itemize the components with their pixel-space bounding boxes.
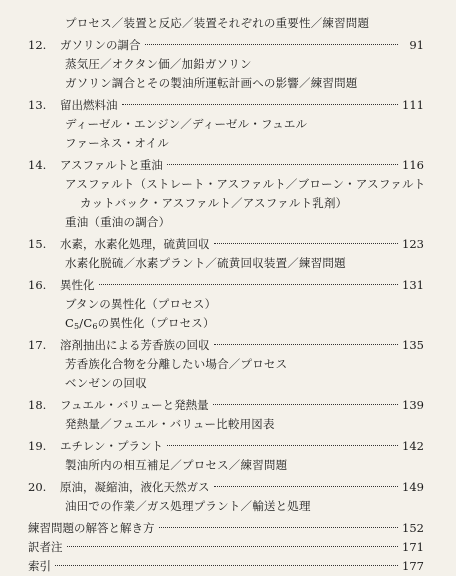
chapter-title: 溶剤抽出による芳香族の回収 — [60, 338, 210, 352]
leader-dots — [213, 404, 398, 405]
toc-chapter-12 — [28, 36, 424, 55]
toc-subentry: 油田での作業／ガス処理プラント／輸送と処理 — [65, 499, 311, 513]
toc-continuation: プロセス／装置と反応／装置それぞれの重要性／練習問題 — [65, 16, 370, 30]
toc-backmatter-index — [28, 557, 424, 576]
toc-subentry: C5/C6の異性化（プロセス） — [65, 316, 215, 331]
toc-subentry: 重油（重油の調合） — [65, 215, 171, 229]
leader-dots — [67, 546, 399, 547]
toc-backmatter-answers — [28, 519, 424, 538]
toc-subentry: 製油所内の相互補足／プロセス／練習問題 — [65, 458, 288, 472]
leader-dots — [214, 344, 399, 345]
leader-dots — [122, 104, 399, 105]
chapter-number: 18. — [28, 398, 47, 412]
leader-dots — [159, 527, 399, 528]
chapter-title: 水素，水素化処理，硫黄回収 — [60, 237, 210, 251]
toc-chapter-14 — [28, 156, 424, 175]
toc-chapter-13 — [28, 96, 424, 115]
table-of-contents — [28, 14, 424, 576]
page-number: 135 — [402, 338, 424, 352]
toc-backmatter-notes — [28, 538, 424, 557]
chapter-number: 13. — [28, 98, 47, 112]
leader-dots — [167, 445, 398, 446]
chapter-title: ガソリンの調合 — [60, 38, 141, 52]
page-number: 139 — [402, 398, 424, 412]
leader-dots — [214, 243, 399, 244]
leader-dots — [99, 284, 399, 285]
chapter-number: 20. — [28, 480, 47, 494]
toc-chapter-16 — [28, 276, 424, 295]
toc-subentry: ディーゼル・エンジン／ディーゼル・フュエル — [65, 117, 308, 131]
toc-subentry: 水素化脱硫／水素プラント／硫黄回収装置／練習問題 — [65, 256, 346, 270]
toc-subentry: 蒸気圧／オクタン価／加鉛ガソリン — [65, 57, 252, 71]
chapter-number: 15. — [28, 237, 47, 251]
page-number: 111 — [402, 98, 424, 112]
leader-dots — [214, 486, 399, 487]
leader-dots — [167, 164, 398, 165]
leader-dots — [145, 44, 399, 45]
toc-chapter-17 — [28, 336, 424, 355]
chapter-number: 12. — [28, 38, 47, 52]
page-number: 142 — [402, 439, 424, 453]
toc-subentry: 発熱量／フュエル・バリュー比較用図表 — [65, 417, 275, 431]
chapter-number: 14. — [28, 158, 47, 172]
page-number: 171 — [402, 540, 424, 554]
chapter-title: アスファルトと重油 — [60, 158, 163, 172]
chapter-title: 留出燃料油 — [60, 98, 118, 112]
page-number: 91 — [409, 38, 424, 52]
toc-subentry: ベンゼンの回収 — [65, 376, 147, 390]
page-number: 152 — [402, 521, 424, 535]
toc-chapter-19 — [28, 437, 424, 456]
backmatter-title: 訳者注 — [28, 540, 63, 554]
page-number: 116 — [402, 158, 424, 172]
backmatter-title: 練習問題の解答と解き方 — [28, 521, 155, 535]
backmatter-title: 索引 — [28, 559, 51, 573]
toc-subentry: ガソリン調合とその製油所運転計画への影響／練習問題 — [65, 76, 358, 90]
page-number: 177 — [402, 559, 424, 573]
page-number: 123 — [402, 237, 424, 251]
chapter-number: 16. — [28, 278, 47, 292]
page-number: 131 — [402, 278, 424, 292]
toc-chapter-18 — [28, 396, 424, 415]
toc-subentry: ブタンの異性化（プロセス） — [65, 297, 217, 311]
chapter-number: 17. — [28, 338, 47, 352]
chapter-title: フュエル・バリューと発熱量 — [60, 398, 209, 412]
toc-subentry: ファーネス・オイル — [65, 136, 169, 150]
chapter-title: エチレン・プラント — [60, 439, 163, 453]
page-number: 149 — [402, 480, 424, 494]
chapter-title: 異性化 — [60, 278, 95, 292]
toc-subentry: アスファルト（ストレート・アスファルト／ブローン・アスファルト — [65, 177, 426, 191]
chapter-number: 19. — [28, 439, 47, 453]
toc-chapter-15 — [28, 235, 424, 254]
toc-subentry: カットバック・アスファルト／アスファルト乳剤） — [80, 196, 348, 210]
toc-chapter-20 — [28, 478, 424, 497]
toc-subentry: 芳香族化合物を分離したい場合／プロセス — [65, 357, 288, 371]
chapter-title: 原油，凝縮油，液化天然ガス — [60, 480, 210, 494]
